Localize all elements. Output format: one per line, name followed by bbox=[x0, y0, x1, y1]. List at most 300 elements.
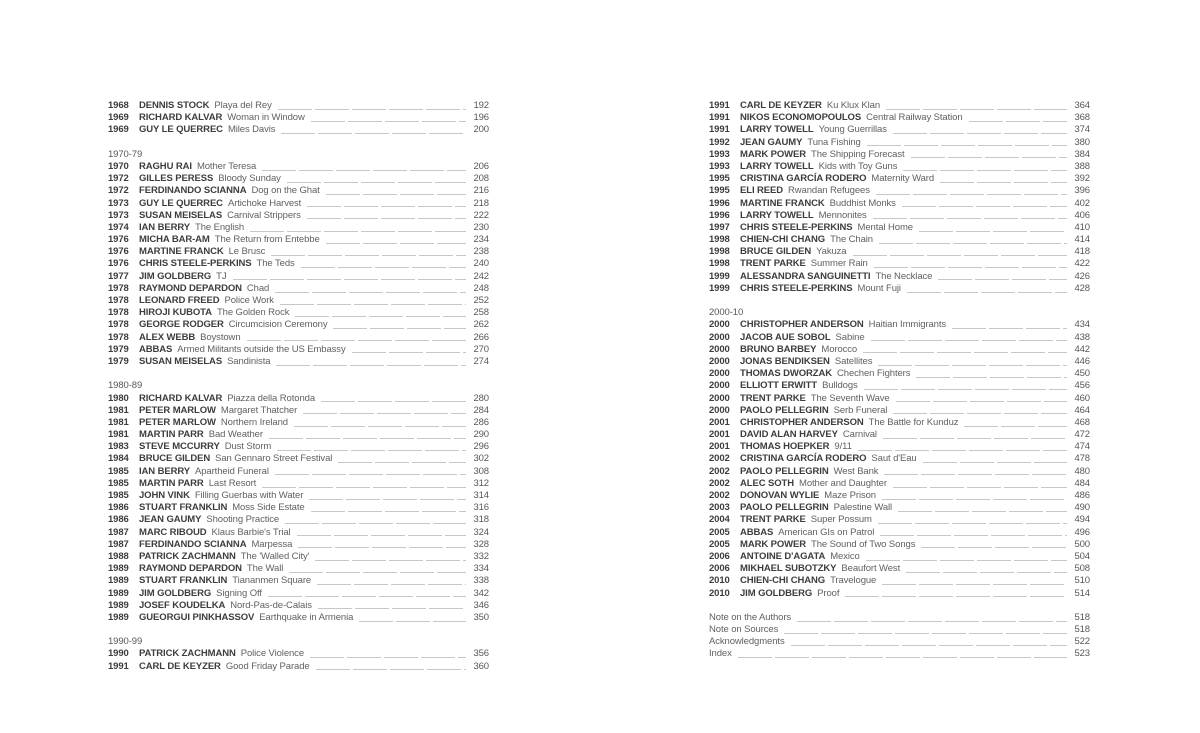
leader-line bbox=[317, 584, 466, 585]
leader-line bbox=[316, 669, 466, 670]
photo-title: Mexico bbox=[830, 550, 860, 562]
page-number: 196 bbox=[473, 112, 489, 124]
toc-entry bbox=[709, 234, 1090, 246]
toc-entry bbox=[709, 441, 1090, 453]
leader-line bbox=[864, 389, 1067, 390]
photo-title: The Return from Entebbe bbox=[214, 234, 320, 246]
endmatter-entry bbox=[709, 636, 1090, 648]
page-number: 450 bbox=[1074, 368, 1090, 380]
photographer-name: LARRY TOWELL bbox=[740, 209, 814, 221]
photo-title: Buddhist Monks bbox=[829, 197, 896, 209]
page-number: 274 bbox=[473, 355, 489, 367]
photo-title: The Chain bbox=[830, 234, 873, 246]
leader-line bbox=[863, 352, 1067, 353]
entry-year: 2000 bbox=[709, 319, 730, 331]
leader-line bbox=[326, 243, 466, 244]
page-number: 438 bbox=[1074, 331, 1090, 343]
toc-entry bbox=[108, 466, 489, 478]
entry-year: 2002 bbox=[709, 465, 730, 477]
page-number: 518 bbox=[1074, 624, 1090, 636]
leader-line bbox=[310, 657, 466, 658]
entry-year: 2001 bbox=[709, 441, 730, 453]
photo-title: The Necklace bbox=[875, 270, 933, 282]
photo-title: Dog on the Ghat bbox=[251, 185, 320, 197]
toc-entry bbox=[709, 210, 1090, 222]
toc-entry bbox=[709, 405, 1090, 417]
photo-title: Serb Funeral bbox=[833, 404, 888, 416]
page-number: 328 bbox=[473, 538, 489, 550]
photo-title: Young Guerrillas bbox=[818, 124, 887, 136]
photographer-name: ABBAS bbox=[740, 526, 774, 538]
photographer-name: CRISTINA GARCÍA RODERO bbox=[740, 453, 867, 465]
photo-title: Saut d'Eau bbox=[871, 453, 917, 465]
page-number: 480 bbox=[1074, 465, 1090, 477]
photo-title: Woman in Window bbox=[227, 112, 305, 124]
toc-entry bbox=[108, 575, 489, 587]
toc-entry bbox=[709, 149, 1090, 161]
entry-year: 1979 bbox=[108, 343, 129, 355]
toc-entry bbox=[709, 380, 1090, 392]
photographer-name: STUART FRANKLIN bbox=[139, 502, 228, 514]
photographer-name: ELLIOTT ERWITT bbox=[740, 380, 818, 392]
photographer-name: ELI REED bbox=[740, 185, 784, 197]
entry-year: 1972 bbox=[108, 185, 129, 197]
leader-line bbox=[318, 608, 466, 609]
toc-entry bbox=[108, 222, 489, 234]
toc-entry bbox=[108, 246, 489, 258]
page-number: 494 bbox=[1074, 514, 1090, 526]
entry-year: 1987 bbox=[108, 538, 129, 550]
page-number: 388 bbox=[1074, 160, 1090, 172]
page-number: 200 bbox=[473, 124, 489, 136]
leader-line bbox=[321, 401, 466, 402]
toc-entry bbox=[709, 514, 1090, 526]
leader-line bbox=[876, 194, 1067, 195]
leader-line bbox=[247, 340, 467, 341]
toc-entry bbox=[108, 319, 489, 331]
toc-entry bbox=[709, 258, 1090, 270]
leader-line bbox=[878, 365, 1067, 366]
page-number: 242 bbox=[473, 270, 489, 282]
page-number: 234 bbox=[473, 234, 489, 246]
leader-line bbox=[938, 279, 1067, 280]
toc-entry bbox=[108, 258, 489, 270]
photo-title: Ku Klux Klan bbox=[826, 100, 881, 111]
page-number: 208 bbox=[473, 173, 489, 185]
leader-line bbox=[287, 182, 466, 183]
entry-year: 2002 bbox=[709, 477, 730, 489]
toc-entry bbox=[709, 100, 1090, 112]
toc-entry bbox=[709, 271, 1090, 283]
page-number: 484 bbox=[1074, 477, 1090, 489]
photo-title: Last Resort bbox=[208, 477, 257, 489]
toc-entry bbox=[108, 234, 489, 246]
page-number: 206 bbox=[473, 160, 489, 172]
photographer-name: LARRY TOWELL bbox=[740, 124, 814, 136]
page-number: 302 bbox=[473, 453, 489, 465]
photographer-name: ALEC SOTH bbox=[740, 477, 794, 489]
photo-title: The Golden Rock bbox=[216, 307, 290, 319]
photographer-name: JACOB AUE SOBOL bbox=[740, 331, 831, 343]
page-number: 472 bbox=[1074, 429, 1090, 441]
photographer-name: TRENT PARKE bbox=[740, 514, 806, 526]
entry-year: 1989 bbox=[108, 575, 129, 587]
entry-year: 1993 bbox=[709, 160, 730, 172]
page-number: 356 bbox=[473, 648, 489, 660]
entry-year: 1995 bbox=[709, 185, 730, 197]
leader-line bbox=[738, 657, 1067, 658]
leader-line bbox=[275, 474, 466, 475]
leader-line bbox=[262, 170, 466, 171]
entry-year: 1989 bbox=[108, 587, 129, 599]
entry-year: 1978 bbox=[108, 319, 129, 331]
leader-line bbox=[893, 133, 1067, 134]
page-number: 222 bbox=[473, 209, 489, 221]
toc-entry bbox=[108, 600, 489, 612]
photo-title: Le Brusc bbox=[228, 246, 266, 258]
photographer-name: STUART FRANKLIN bbox=[139, 575, 228, 587]
page-number: 284 bbox=[473, 404, 489, 416]
page-number: 240 bbox=[473, 258, 489, 270]
photo-title: Shooting Practice bbox=[206, 514, 280, 526]
entry-year: 2001 bbox=[709, 416, 730, 428]
entry-year: 1976 bbox=[108, 234, 129, 246]
leader-line bbox=[969, 121, 1067, 122]
page-number: 468 bbox=[1074, 416, 1090, 428]
leader-line bbox=[858, 450, 1067, 451]
photo-title: The Teds bbox=[256, 258, 295, 270]
entry-year: 1969 bbox=[108, 124, 129, 136]
entry-year: 1991 bbox=[108, 660, 129, 672]
endmatter-entry bbox=[709, 624, 1090, 636]
entry-year: 2000 bbox=[709, 331, 730, 343]
entry-year: 2000 bbox=[709, 380, 730, 392]
photo-title: Signing Off bbox=[216, 587, 262, 599]
photographer-name: JOSEF KOUDELKA bbox=[139, 599, 226, 611]
photographer-name: RAGHU RAI bbox=[139, 160, 192, 172]
photo-title: Kids with Toy Guns bbox=[818, 160, 898, 172]
leader-line bbox=[278, 109, 466, 110]
leader-line bbox=[884, 474, 1067, 475]
page-number: 392 bbox=[1074, 173, 1090, 185]
entry-year: 1978 bbox=[108, 282, 129, 294]
entry-year: 1973 bbox=[108, 197, 129, 209]
toc-entry bbox=[108, 478, 489, 490]
entry-year: 2006 bbox=[709, 550, 730, 562]
leader-line bbox=[359, 621, 466, 622]
photo-title: Bloody Sunday bbox=[218, 173, 281, 185]
page-number: 338 bbox=[473, 575, 489, 587]
photo-title: Sandinista bbox=[227, 355, 271, 367]
photo-title: Tuna Fishing bbox=[807, 136, 861, 148]
photographer-name: CHRIS STEELE-PERKINS bbox=[740, 221, 853, 233]
toc-entry bbox=[108, 527, 489, 539]
toc-entry bbox=[108, 307, 489, 319]
photographer-name: CHRIS STEELE-PERKINS bbox=[139, 258, 252, 270]
photo-title: The English bbox=[195, 221, 245, 233]
entry-year: 1973 bbox=[108, 209, 129, 221]
leader-line bbox=[262, 487, 466, 488]
photographer-name: JIM GOLDBERG bbox=[139, 270, 212, 282]
page-number: 262 bbox=[473, 319, 489, 331]
photo-title: Tiananmen Square bbox=[232, 575, 312, 587]
leader-line bbox=[952, 328, 1067, 329]
page-number: 434 bbox=[1074, 319, 1090, 331]
entry-year: 1999 bbox=[709, 270, 730, 282]
photographer-name: RICHARD KALVAR bbox=[139, 112, 223, 124]
page-number: 324 bbox=[473, 526, 489, 538]
leader-line bbox=[923, 462, 1067, 463]
entry-year: 2010 bbox=[709, 587, 730, 599]
entry-year: 1997 bbox=[709, 221, 730, 233]
leader-line bbox=[873, 218, 1067, 219]
toc-entry bbox=[108, 185, 489, 197]
leader-line bbox=[303, 413, 466, 414]
photo-title: Earthquake in Armenia bbox=[259, 611, 354, 623]
toc-entry bbox=[709, 319, 1090, 331]
photo-title: The Wall bbox=[246, 563, 284, 575]
photographer-name: JEAN GAUMY bbox=[139, 514, 202, 526]
photo-title: Armed Militants outside the US Embassy bbox=[177, 343, 346, 355]
photographer-name: JONAS BENDIKSEN bbox=[740, 355, 830, 367]
photographer-name: LEONARD FREED bbox=[139, 295, 220, 306]
toc-entry bbox=[709, 198, 1090, 210]
photo-title: Dust Storm bbox=[224, 441, 272, 453]
photo-title: Palestine Wall bbox=[833, 502, 893, 514]
page-number: 486 bbox=[1074, 490, 1090, 501]
entry-year: 1977 bbox=[108, 270, 129, 282]
photo-title: Marpessa bbox=[251, 538, 293, 550]
leader-line bbox=[307, 206, 466, 207]
toc-entry bbox=[709, 112, 1090, 124]
toc-entry bbox=[108, 539, 489, 551]
page-number: 523 bbox=[1074, 648, 1090, 660]
toc-entry bbox=[709, 393, 1090, 405]
leader-line bbox=[916, 377, 1067, 378]
photo-title: Bad Weather bbox=[208, 429, 263, 441]
page-number: 266 bbox=[473, 331, 489, 343]
entry-year: 1981 bbox=[108, 404, 129, 416]
leader-line bbox=[906, 572, 1067, 573]
photo-title: Maze Prison bbox=[824, 490, 876, 501]
entry-year: 2000 bbox=[709, 392, 730, 404]
photographer-name: STEVE MCCURRY bbox=[139, 441, 220, 453]
photographer-name: ALEX WEBB bbox=[139, 331, 196, 343]
contents-column-left bbox=[108, 100, 489, 673]
leader-line bbox=[784, 633, 1067, 634]
toc-entry bbox=[709, 137, 1090, 149]
leader-line bbox=[276, 365, 466, 366]
toc-entry bbox=[108, 453, 489, 465]
page-number: 406 bbox=[1074, 209, 1090, 221]
page-number: 514 bbox=[1074, 587, 1090, 599]
leader-line bbox=[311, 511, 466, 512]
toc-entry bbox=[709, 453, 1090, 465]
entry-year: 1989 bbox=[108, 563, 129, 575]
page-number: 456 bbox=[1074, 380, 1090, 392]
photographer-name: GEORGE RODGER bbox=[139, 319, 224, 331]
endmatter-entry bbox=[709, 648, 1090, 660]
endmatter-list bbox=[709, 612, 1090, 661]
entry-year: 1985 bbox=[108, 490, 129, 501]
photo-title: Yakuza bbox=[816, 246, 847, 258]
photographer-name: DENNIS STOCK bbox=[139, 100, 210, 111]
toc-entry bbox=[108, 563, 489, 575]
photo-title: Filling Guerbas with Water bbox=[194, 490, 304, 501]
photographer-name: CHRIS STEELE-PERKINS bbox=[740, 282, 853, 294]
photo-title: Carnival bbox=[842, 429, 877, 441]
leader-line bbox=[845, 596, 1067, 597]
photo-title: Beaufort West bbox=[841, 563, 901, 575]
entry-year: 1981 bbox=[108, 429, 129, 441]
toc-entry bbox=[108, 210, 489, 222]
photo-title: Maternity Ward bbox=[871, 173, 935, 185]
photographer-name: ALESSANDRA SANGUINETTI bbox=[740, 270, 871, 282]
leader-line bbox=[886, 109, 1067, 110]
leader-line bbox=[301, 267, 466, 268]
page-number: 332 bbox=[473, 550, 489, 562]
leader-line bbox=[874, 267, 1067, 268]
entry-year: 1986 bbox=[108, 514, 129, 526]
entry-year: 1974 bbox=[108, 221, 129, 233]
entry-year: 1991 bbox=[709, 124, 730, 136]
toc-entry bbox=[709, 563, 1090, 575]
leader-line bbox=[907, 292, 1067, 293]
photo-title: Nord-Pas-de-Calais bbox=[230, 599, 312, 611]
toc-entry bbox=[709, 185, 1090, 197]
page-number: 410 bbox=[1074, 221, 1090, 233]
page-number: 504 bbox=[1074, 550, 1090, 562]
photographer-name: CRISTINA GARCÍA RODERO bbox=[740, 173, 867, 185]
toc-entry bbox=[108, 100, 489, 112]
entry-year: 1978 bbox=[108, 331, 129, 343]
page-number: 248 bbox=[473, 282, 489, 294]
leader-line bbox=[271, 255, 466, 256]
entry-year: 1978 bbox=[108, 307, 129, 319]
page-number: 496 bbox=[1074, 526, 1090, 538]
page-number: 316 bbox=[473, 502, 489, 514]
leader-line bbox=[902, 206, 1067, 207]
leader-line bbox=[911, 157, 1067, 158]
entry-year: 1984 bbox=[108, 453, 129, 465]
leader-line bbox=[268, 596, 466, 597]
page-number: 350 bbox=[473, 611, 489, 623]
photographer-name: MARK POWER bbox=[740, 148, 807, 160]
photographer-name: PAOLO PELLEGRIN bbox=[740, 404, 829, 416]
page-number: 508 bbox=[1074, 563, 1090, 575]
decade-header: 1970-79 bbox=[108, 148, 143, 160]
toc-entry bbox=[709, 417, 1090, 429]
page-number: 446 bbox=[1074, 355, 1090, 367]
toc-entry bbox=[709, 429, 1090, 441]
entry-year: 1990 bbox=[108, 648, 129, 660]
photographer-name: HIROJI KUBOTA bbox=[139, 307, 212, 319]
toc-entry bbox=[108, 429, 489, 441]
page-number: 474 bbox=[1074, 441, 1090, 453]
photo-title: Travelogue bbox=[830, 575, 877, 587]
toc-entry bbox=[709, 575, 1090, 587]
photographer-name: BRUCE GILDEN bbox=[139, 453, 211, 465]
page-number: 460 bbox=[1074, 392, 1090, 404]
entry-year: 1985 bbox=[108, 477, 129, 489]
toc-entry bbox=[108, 661, 489, 673]
endmatter-entry bbox=[709, 612, 1090, 624]
page-number: 414 bbox=[1074, 234, 1090, 246]
photo-title: Sabine bbox=[835, 331, 865, 343]
photographer-name: CHIEN-CHI CHANG bbox=[740, 234, 826, 246]
page-number: 364 bbox=[1074, 100, 1090, 111]
entry-year: 1998 bbox=[709, 234, 730, 246]
leader-line bbox=[878, 523, 1067, 524]
photographer-name: MARTINE FRANCK bbox=[139, 246, 224, 258]
photographer-name: ABBAS bbox=[139, 343, 173, 355]
photographer-name: TRENT PARKE bbox=[740, 258, 806, 270]
toc-entry bbox=[108, 612, 489, 624]
photographer-name: CHRISTOPHER ANDERSON bbox=[740, 319, 864, 331]
photographer-name: FERDINANDO SCIANNA bbox=[139, 538, 247, 550]
entry-year: 1980 bbox=[108, 392, 129, 404]
leader-line bbox=[791, 645, 1067, 646]
toc-entry bbox=[108, 344, 489, 356]
leader-line bbox=[297, 535, 466, 536]
photographer-name: DONOVAN WYLIE bbox=[740, 490, 820, 501]
toc-entry bbox=[108, 514, 489, 526]
entry-year: 2004 bbox=[709, 514, 730, 526]
page-number: 422 bbox=[1074, 258, 1090, 270]
toc-entry bbox=[108, 198, 489, 210]
leader-line bbox=[285, 523, 466, 524]
entry-year: 1996 bbox=[709, 197, 730, 209]
toc-entry bbox=[709, 124, 1090, 136]
photo-title: Bulldogs bbox=[822, 380, 858, 392]
toc-entry bbox=[108, 161, 489, 173]
photo-title: The Shipping Forecast bbox=[811, 148, 905, 160]
page-number: 342 bbox=[473, 587, 489, 599]
photo-title: Margaret Thatcher bbox=[220, 404, 298, 416]
entry-year: 2006 bbox=[709, 563, 730, 575]
entry-year: 2002 bbox=[709, 490, 730, 501]
page-number: 442 bbox=[1074, 343, 1090, 355]
toc-entry bbox=[709, 246, 1090, 258]
entry-year: 1987 bbox=[108, 526, 129, 538]
page-number: 510 bbox=[1074, 575, 1090, 587]
toc-entry bbox=[108, 417, 489, 429]
photo-title: Piazza della Rotonda bbox=[227, 392, 316, 404]
entry-year: 1981 bbox=[108, 416, 129, 428]
toc-entry bbox=[108, 356, 489, 368]
toc-entry bbox=[709, 356, 1090, 368]
page-number: 464 bbox=[1074, 404, 1090, 416]
leader-line bbox=[882, 499, 1067, 500]
photo-title: Summer Rain bbox=[810, 258, 868, 270]
entry-year: 1979 bbox=[108, 355, 129, 367]
leader-line bbox=[233, 279, 466, 280]
leader-line bbox=[309, 499, 466, 500]
page-number: 490 bbox=[1074, 502, 1090, 514]
page-number: 426 bbox=[1074, 270, 1090, 282]
photo-title: The Seventh Wave bbox=[810, 392, 890, 404]
leader-line bbox=[315, 560, 466, 561]
photo-title: Chad bbox=[246, 282, 270, 294]
leader-line bbox=[338, 462, 466, 463]
photo-title: San Gennaro Street Festival bbox=[215, 453, 333, 465]
entry-year: 1991 bbox=[709, 100, 730, 111]
page-number: 396 bbox=[1074, 185, 1090, 197]
leader-line bbox=[871, 340, 1067, 341]
photo-title: Rwandan Refugees bbox=[788, 185, 870, 197]
toc-entry bbox=[709, 551, 1090, 563]
photo-title: Northern Ireland bbox=[220, 416, 288, 428]
